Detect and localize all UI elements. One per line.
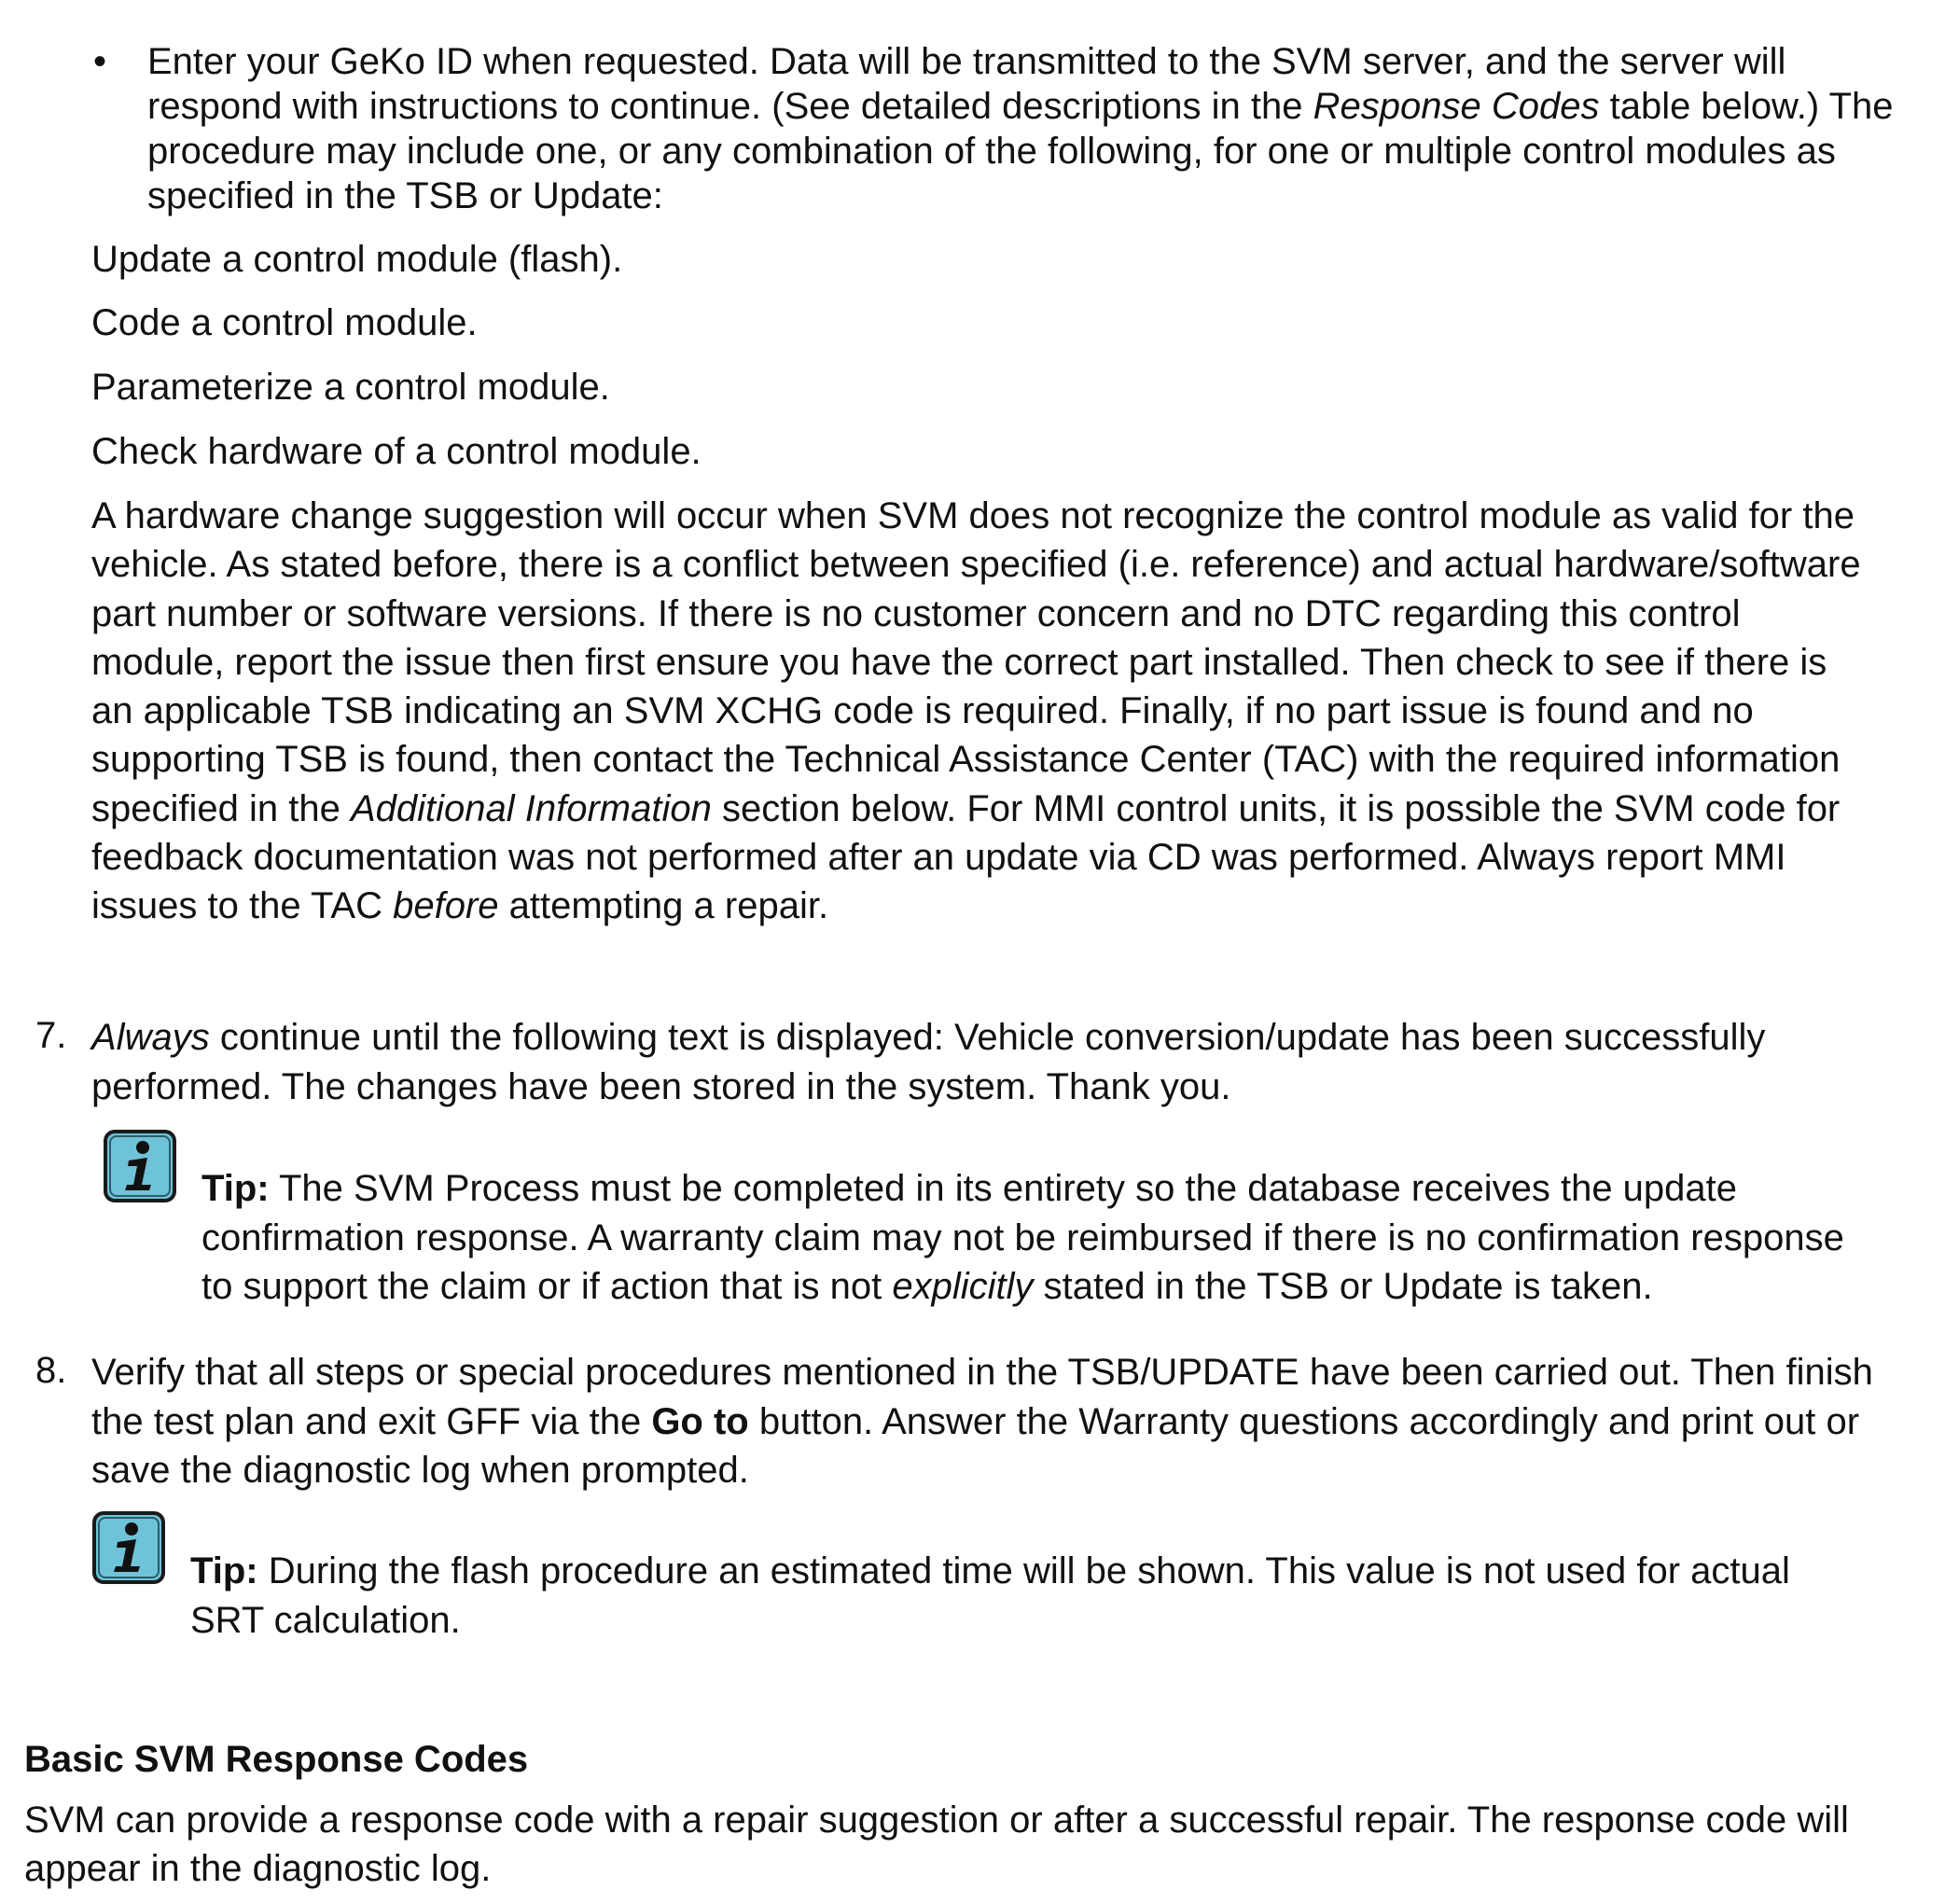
step-text: Verify that all steps or special procedures mentioned in the TSB/UPDATE have been carried out. Then finish the test plan and exit GFF via the Go to button. Answer the Warranty questions accordingly and print out or save the diagnostic log when prompted. — [91, 1352, 1873, 1491]
section-heading: Basic SVM Response Codes — [24, 1739, 529, 1780]
info-icon — [103, 1129, 177, 1203]
hardware-paragraph: A hardware change suggestion will occur when SVM does not recognize the control module as valid for the vehicle. As stated before, there is a conflict between specified (i.e. reference) and actual hardware/software part number or software versions. If there is no customer concern and no DTC regarding this control module, report the issue then first ensure you have the correct part installed. Then check to see if there is an applicable TSB indicating an SVM XCHG code is required. Finally, if no part issue is found and no supporting TSB is found, then contact the Technical Assistance Center (TAC) with the required information specified in the Additional Information section below. For MMI control units, it is possible the SVM code for feedback documentation was not performed after an update via CD was performed. Always report MMI issues to the TAC before attempting a repair. — [91, 495, 1861, 927]
tip-text: Tip: The SVM Process must be completed in its entirety so the database receives the update confirmation response. A warranty claim may not be reimbursed if there is no confirmation response to support the claim or if action that is not explicitly stated in the TSB or Update is taken. — [201, 1168, 1844, 1307]
tip-text: Tip: During the flash procedure an estimated time will be shown. This value is not used for actual SRT calculation. — [190, 1550, 1790, 1641]
option-parameterize: Parameterize a control module. — [91, 367, 610, 408]
tip-1 — [91, 1164, 1864, 1312]
step-8 — [35, 1348, 1910, 1495]
step-number: 7. — [35, 1015, 67, 1056]
step-text: Always continue until the following text is displayed: Vehicle conversion/update has been successfully performed. The changes have been stored in the system. Thank you. — [91, 1017, 1766, 1107]
tip-2 — [91, 1547, 1864, 1645]
option-flash: Update a control module (flash). — [91, 239, 623, 280]
step-7 — [35, 1013, 1910, 1111]
bullet-item — [93, 39, 1903, 218]
bullet-text: Enter your GeKo ID when requested. Data will be transmitted to the SVM server, and the server will respond with instructions to continue. (See detailed descriptions in the Response Codes table below.) The procedure may include one, or any combination of the following, for one or multiple control modules as specified in the TSB or Update: — [147, 41, 1894, 216]
info-icon — [91, 1510, 166, 1585]
option-check-hardware: Check hardware of a control module. — [91, 431, 702, 472]
bullet-symbol: • — [93, 41, 107, 82]
step-number: 8. — [35, 1350, 67, 1391]
option-code: Code a control module. — [91, 302, 478, 343]
section-text: SVM can provide a response code with a repair suggestion or after a successful repair. The response code will appear in the diagnostic log. — [24, 1800, 1849, 1889]
